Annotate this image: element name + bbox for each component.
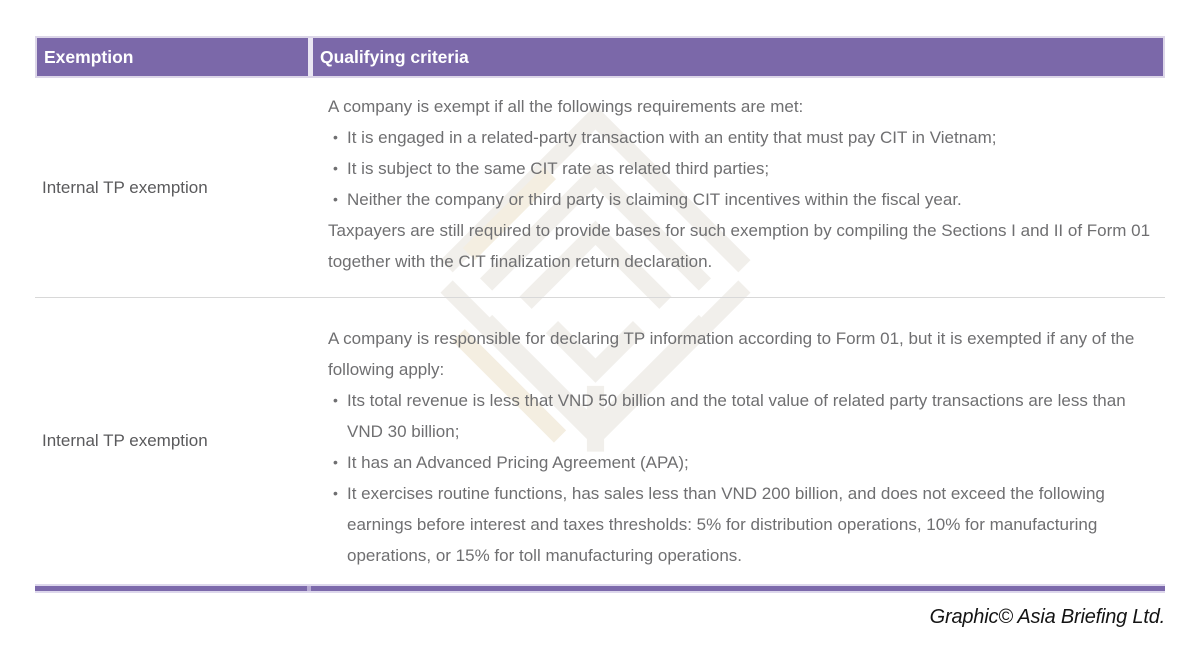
list-item [328, 385, 1165, 447]
exemption-label: Internal TP exemption [42, 177, 208, 197]
bullet-text: It is engaged in a related-party transaction with an entity that must pay CIT in Vietnam; [347, 128, 997, 147]
bullet-icon: • [333, 191, 338, 207]
criteria-cell [328, 78, 1165, 277]
criteria-outro: Taxpayers are still required to provide bases for such exemption by compiling the Sections I and II of Form 01 together with the CIT finalization return declaration. [328, 221, 1151, 271]
bullet-icon: • [333, 485, 338, 501]
bullet-icon: • [333, 454, 338, 470]
table-row [35, 78, 1165, 297]
list-item [328, 184, 1165, 215]
bullet-icon: • [333, 129, 338, 145]
bullet-text: Its total revenue is less that VND 50 billion and the total value of related party transactions are less than VND 30 billion; [347, 391, 1126, 441]
bullet-text: It has an Advanced Pricing Agreement (APA); [347, 453, 689, 472]
header-cell-qualifying-criteria: Qualifying criteria [313, 38, 1163, 76]
credit-text: Graphic© Asia Briefing Ltd. [929, 606, 1165, 628]
table-header [35, 36, 1165, 78]
table-row [35, 298, 1165, 584]
bullet-text: It is subject to the same CIT rate as related third parties; [347, 159, 770, 178]
bottom-border-column-gap [307, 586, 311, 591]
bullet-icon: • [333, 160, 338, 176]
criteria-cell [328, 298, 1165, 571]
header-cell-exemption: Exemption [37, 38, 308, 76]
exemption-label: Internal TP exemption [42, 431, 208, 450]
bullet-text: It exercises routine functions, has sales less than VND 200 billion, and does not exceed the following earnings before interest and taxes thresholds: 5% for distribution operations, 10% for manufacturing operations, or 15% for toll manufacturing operations. [347, 484, 1105, 565]
bullet-icon: • [333, 392, 338, 408]
bullet-text: Neither the company or third party is claiming CIT incentives within the fiscal year. [347, 190, 962, 209]
list-item [328, 153, 1165, 184]
table-bottom-border [35, 584, 1165, 593]
criteria-intro: A company is exempt if all the followings requirements are met: [328, 97, 804, 116]
list-item [328, 447, 1165, 478]
list-item [328, 122, 1165, 153]
criteria-intro: A company is responsible for declaring TP information according to Form 01, but it is exempted if any of the following apply: [328, 329, 1135, 379]
list-item [328, 478, 1165, 571]
